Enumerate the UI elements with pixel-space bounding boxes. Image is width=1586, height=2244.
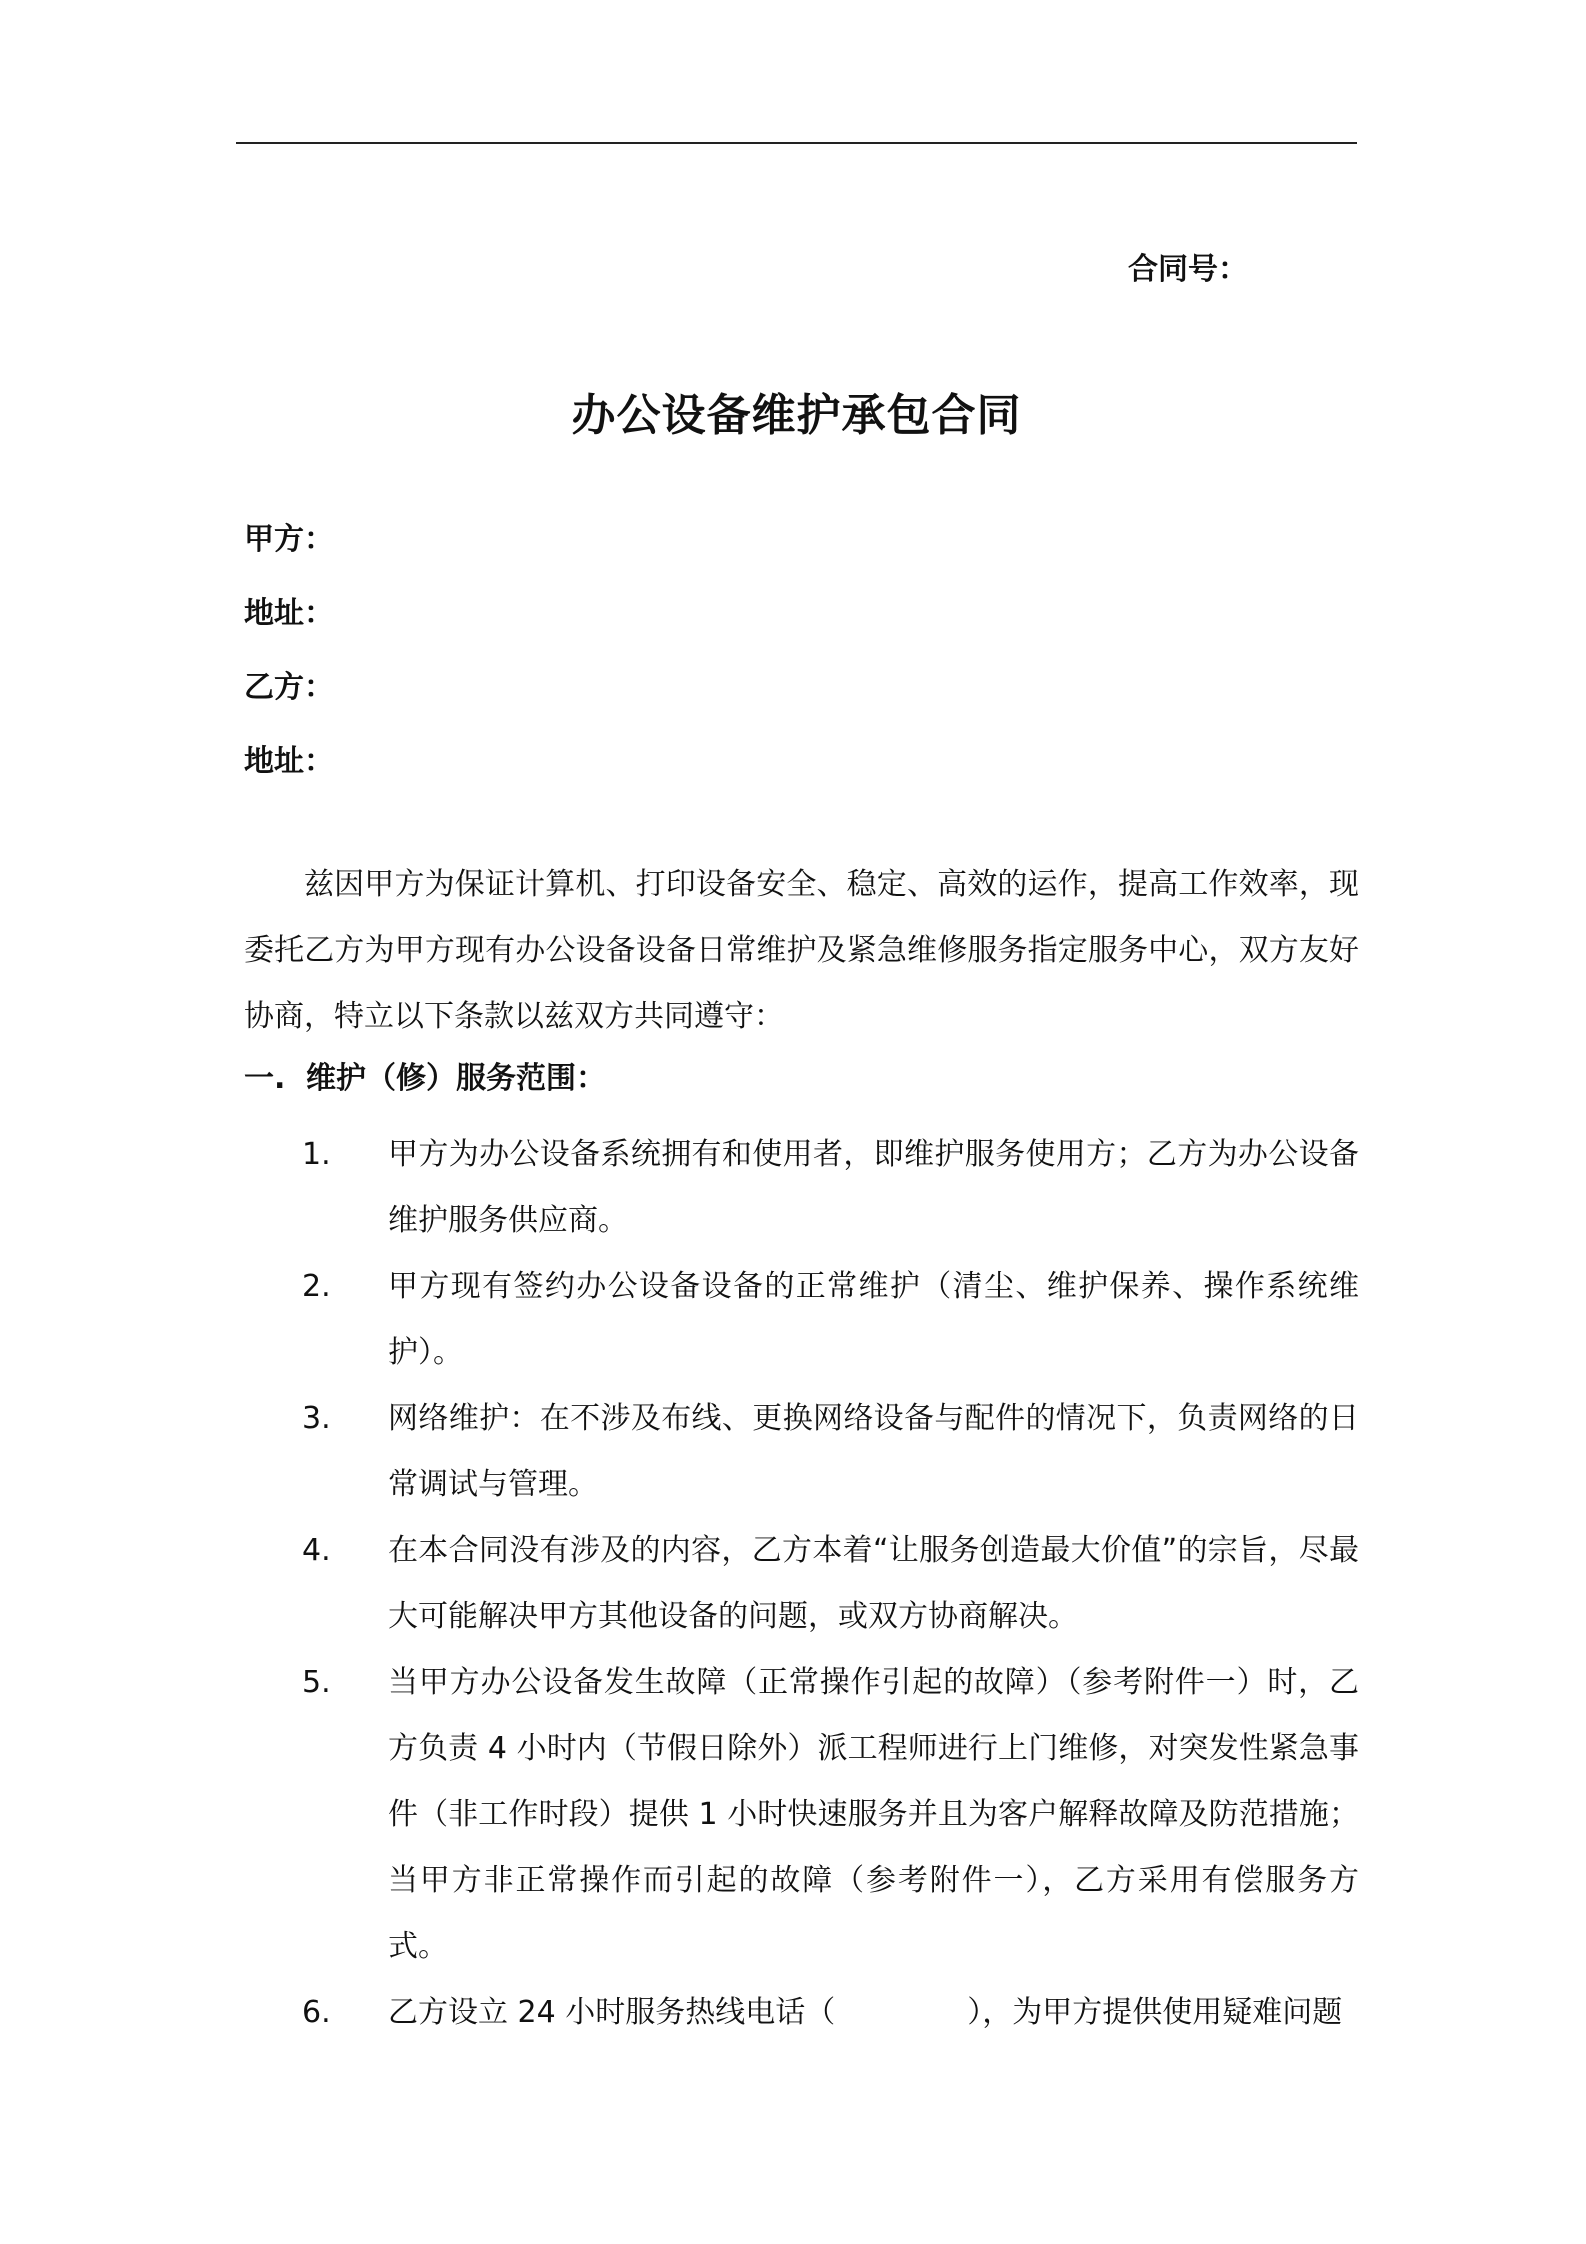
section-1-heading <box>244 1054 606 1104</box>
list-item <box>244 1386 1359 1518</box>
party-b-label: 乙方： <box>244 670 334 705</box>
section-1-title: 维护（修）服务范围： <box>306 1061 606 1096</box>
section-1-items <box>244 1122 1359 2046</box>
contract-number-label: 合同号： <box>1128 252 1248 287</box>
document-title: 办公设备维护承包合同 <box>571 390 1022 441</box>
list-item <box>244 1980 1359 2046</box>
item-number: 1. <box>302 1137 331 1172</box>
item-text: 在本合同没有涉及的内容，乙方本着“让服务创造最大价值”的宗旨，尽最大可能解决甲方其他设备的问题，或双方协商解决。 <box>388 1533 1359 1634</box>
intro-paragraph: 兹因甲方为保证计算机、打印设备安全、稳定、高效的运作，提高工作效率，现委托乙方为甲方现有办公设备设备日常维护及紧急维修服务指定服务中心，双方友好协商，特立以下条款以兹双方共同遵守： <box>244 867 1359 1034</box>
list-item <box>244 1518 1359 1650</box>
party-a-label: 甲方： <box>244 522 334 557</box>
item-text-before-blank: 乙方设立 24 小时服务热线电话（ <box>388 1995 836 2030</box>
party-b-address-label: 地址： <box>244 744 334 779</box>
header-rule <box>236 142 1357 144</box>
list-item <box>244 1122 1359 1254</box>
item-text: 甲方为办公设备系统拥有和使用者，即维护服务使用方；乙方为办公设备维护服务供应商。 <box>388 1137 1359 1238</box>
party-a-address-label: 地址： <box>244 596 334 631</box>
item-number: 6. <box>302 1995 331 2030</box>
item-text: 当甲方办公设备发生故障（正常操作引起的故障）（参考附件一）时，乙方负责 4 小时内（节假日除外）派工程师进行上门维修，对突发性紧急事件（非工作时段）提供 1 小时快速服务并且为客户解释故障及防范措施；当甲方非正常操作而引起的故障（参考附件一），乙方采用有偿服务方式。 <box>388 1665 1359 1964</box>
list-item <box>244 1650 1359 1980</box>
item-text: 甲方现有签约办公设备设备的正常维护（清尘、维护保养、操作系统维护）。 <box>388 1269 1359 1370</box>
list-item <box>244 1254 1359 1386</box>
item-number: 3. <box>302 1401 331 1436</box>
item-text: 网络维护：在不涉及布线、更换网络设备与配件的情况下，负责网络的日常调试与管理。 <box>388 1401 1359 1502</box>
item-number: 5. <box>302 1665 331 1700</box>
item-number: 4. <box>302 1533 331 1568</box>
item-number: 2. <box>302 1269 331 1304</box>
item-text-after-blank: ），为甲方提供使用疑难问题 <box>967 1995 1343 2030</box>
section-1-number: 一. <box>244 1061 286 1096</box>
